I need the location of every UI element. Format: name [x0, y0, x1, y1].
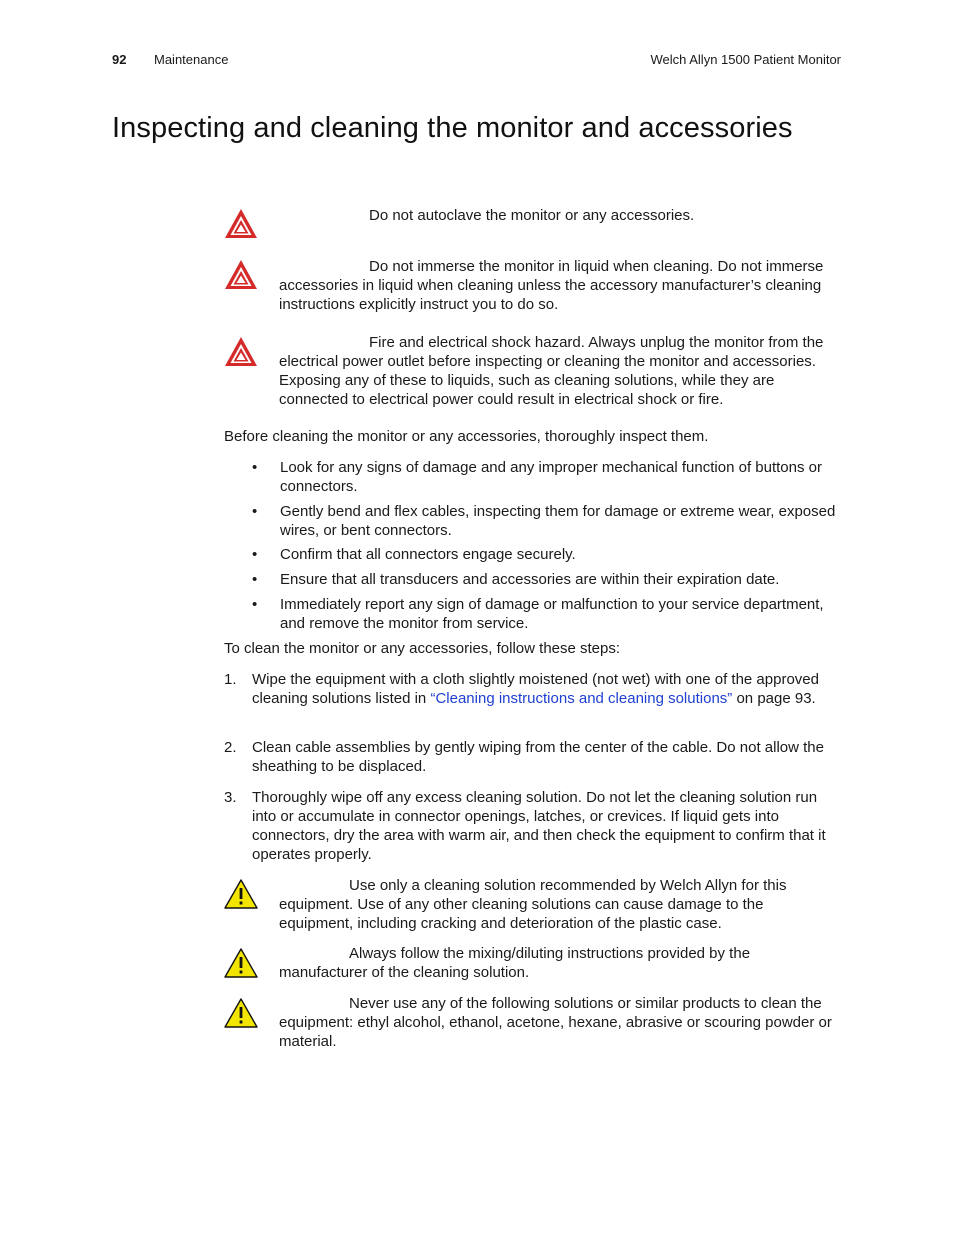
- bullet-text: Ensure that all transducers and accessories are within their expiration date.: [280, 571, 780, 588]
- step-2: [224, 738, 842, 776]
- bullet-text: Immediately report any sign of damage or malfunction to your service department, and remove the monitor from service.: [280, 596, 824, 632]
- bullet-dot: •: [252, 546, 258, 563]
- document-title: Welch Allyn 1500 Patient Monitor: [650, 52, 841, 67]
- step-text: Wipe the equipment with a cloth slightly moistened (not wet) with one of the approved cleaning solutions listed in: [252, 671, 819, 707]
- step-1: [224, 670, 842, 708]
- page-title: Inspecting and cleaning the monitor and accessories: [112, 112, 793, 144]
- page-number: 92: [112, 52, 127, 67]
- warning-triangle-icon: [224, 208, 258, 239]
- steps-intro: To clean the monitor or any accessories, follow these steps:: [224, 640, 621, 657]
- bullet-dot: •: [252, 503, 258, 520]
- caution-exclamation-icon: [224, 947, 258, 978]
- step-number: 3.: [224, 789, 237, 806]
- bullet-text: Look for any signs of damage and any improper mechanical function of buttons or connectors.: [280, 459, 822, 495]
- warning-2-text: Do not immerse the monitor in liquid when cleaning. Do not immerse accessories in liquid when cleaning unless the accessory manufacturer’s cleaning instructions explicitly instruct you to do so.: [279, 258, 824, 313]
- caution-2-text: Always follow the mixing/diluting instructions provided by the manufacturer of the cleaning solution.: [279, 945, 751, 981]
- warning-1-text: Do not autoclave the monitor or any accessories.: [369, 207, 695, 224]
- caution-1: [279, 876, 841, 933]
- list-item: [252, 595, 842, 633]
- list-item: [252, 570, 842, 589]
- caution-2: [279, 944, 841, 982]
- intro-paragraph: Before cleaning the monitor or any accessories, thoroughly inspect them.: [224, 428, 709, 445]
- list-item: [252, 545, 842, 564]
- list-item: [252, 502, 842, 540]
- warning-1: [279, 206, 841, 225]
- caution-3-text: Never use any of the following solutions or similar products to clean the equipment: ethyl alcohol, ethanol, acetone, hexane, abrasive or scouring powder or material.: [279, 995, 832, 1050]
- step-3: [224, 788, 842, 864]
- warning-3: [279, 333, 841, 409]
- step-number: 1.: [224, 671, 237, 688]
- step-text: Clean cable assemblies by gently wiping from the center of the cable. Do not allow the sheathing to be displaced.: [252, 739, 824, 775]
- bullet-text: Confirm that all connectors engage securely.: [280, 546, 576, 563]
- section-name: Maintenance: [154, 52, 229, 67]
- list-item: [252, 458, 842, 496]
- step-text: on page 93.: [732, 690, 816, 707]
- warning-3-text: Fire and electrical shock hazard. Always unplug the monitor from the electrical power outlet before inspecting or cleaning the monitor and accessories. Exposing any of these to liquids, such as cleaning solutions, while they are connected to electrical power could result in electrical shock or fire.: [279, 334, 824, 408]
- caution-1-text: Use only a cleaning solution recommended by Welch Allyn for this equipment. Use of any other cleaning solutions can cause damage to the equipment, including cracking and deterioration of the plastic case.: [279, 877, 787, 932]
- bullet-text: Gently bend and flex cables, inspecting them for damage or extreme wear, exposed wires, or bent connectors.: [280, 503, 836, 539]
- step-number: 2.: [224, 739, 237, 756]
- bullet-dot: •: [252, 596, 258, 613]
- warning-2: [279, 257, 841, 314]
- caution-exclamation-icon: [224, 997, 258, 1028]
- cross-reference-link[interactable]: “Cleaning instructions and cleaning solutions”: [430, 690, 733, 707]
- caution-exclamation-icon: [224, 878, 258, 909]
- bullet-dot: •: [252, 571, 258, 588]
- warning-triangle-icon: [224, 259, 258, 290]
- step-text: Thoroughly wipe off any excess cleaning solution. Do not let the cleaning solution run into or accumulate in connector openings, latches, or crevices. If liquid gets into connectors, dry the area with warm air, and then check the equipment to confirm that it operates properly.: [252, 789, 826, 863]
- caution-3: [279, 994, 841, 1051]
- warning-triangle-icon: [224, 336, 258, 367]
- bullet-dot: •: [252, 459, 258, 476]
